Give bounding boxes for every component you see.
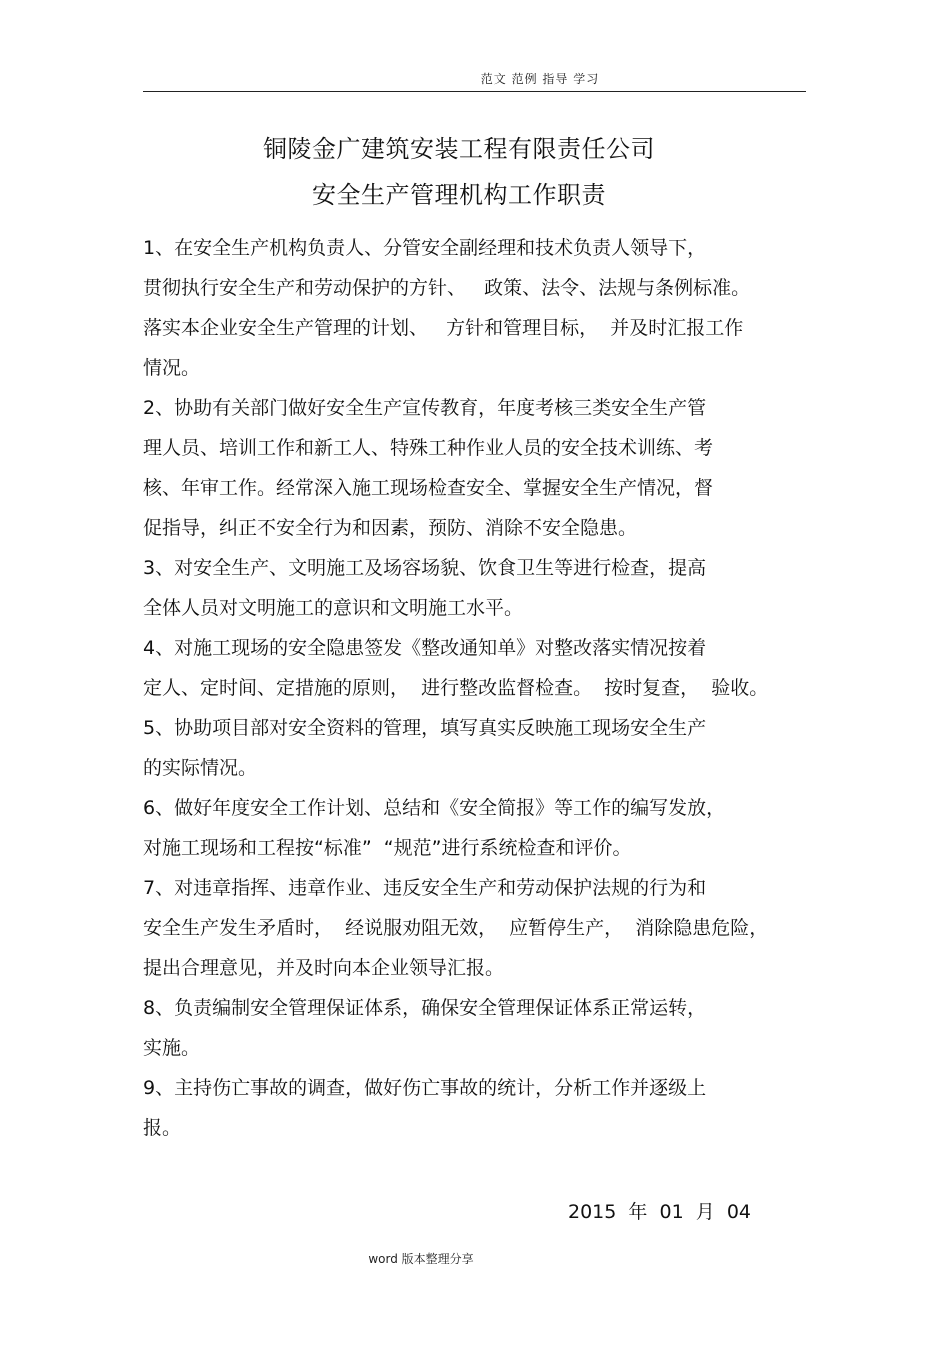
body-line: 4、对施工现场的安全隐患签发《整改通知单》对整改落实情况按着 xyxy=(143,637,707,659)
body-line: 理人员、培训工作和新工人、特殊工种作业人员的安全技术训练、考 xyxy=(143,437,714,459)
body-line: 核、年审工作。经常深入施工现场检查安全、掌握安全生产情况，督 xyxy=(143,477,714,499)
body-line: 的实际情况。 xyxy=(143,757,258,779)
body-line: 报。 xyxy=(143,1117,182,1139)
body-line: 全体人员对文明施工的意识和文明施工水平。 xyxy=(143,597,524,619)
body-line: 促指导，纠正不安全行为和因素，预防、消除不安全隐患。 xyxy=(143,517,638,539)
body-line: 提出合理意见，并及时向本企业领导汇报。 xyxy=(143,957,505,979)
body-line: 落实本企业安全生产管理的计划、 方针和管理目标， 并及时汇报工作 xyxy=(143,317,744,339)
body-line: 2、协助有关部门做好安全生产宣传教育，年度考核三类安全生产管 xyxy=(143,397,707,419)
document-title-company: 铜陵金广建筑安装工程有限责任公司 xyxy=(263,135,655,163)
body-line: 安全生产发生矛盾时， 经说服劝阻无效， 应暂停生产， 消除隐患危险， xyxy=(143,917,769,939)
body-line: 对施工现场和工程按“标准” “规范”进行系统检查和评价。 xyxy=(143,837,632,859)
body-line: 7、对违章指挥、违章作业、违反安全生产和劳动保护法规的行为和 xyxy=(143,877,707,899)
body-line: 实施。 xyxy=(143,1037,201,1059)
document-body xyxy=(143,228,813,1148)
page-footer: word 版本整理分享 xyxy=(368,1252,474,1266)
body-line: 6、做好年度安全工作计划、总结和《安全简报》等工作的编写发放， xyxy=(143,797,726,819)
page-header: 范文 范例 指导 学习 xyxy=(480,72,600,86)
body-line: 定人、定时间、定措施的原则， 进行整改监督检查。 按时复查， 验收。 xyxy=(143,677,769,699)
body-line: 5、协助项目部对安全资料的管理，填写真实反映施工现场安全生产 xyxy=(143,717,707,739)
body-line: 1、在安全生产机构负责人、分管安全副经理和技术负责人领导下， xyxy=(143,237,707,259)
body-line: 贯彻执行安全生产和劳动保护的方针、 政策、法令、法规与条例标准。 xyxy=(143,277,751,299)
body-line: 9、主持伤亡事故的调查，做好伤亡事故的统计，分析工作并逐级上 xyxy=(143,1077,707,1099)
header-divider xyxy=(143,91,806,92)
body-line: 3、对安全生产、文明施工及场容场貌、饮食卫生等进行检查，提高 xyxy=(143,557,707,579)
body-line: 8、负责编制安全管理保证体系，确保安全管理保证体系正常运转， xyxy=(143,997,707,1019)
document-title-subject: 安全生产管理机构工作职责 xyxy=(312,181,606,209)
body-line: 情况。 xyxy=(143,357,201,379)
document-date: 2015 年 01 月 04 xyxy=(568,1201,752,1223)
